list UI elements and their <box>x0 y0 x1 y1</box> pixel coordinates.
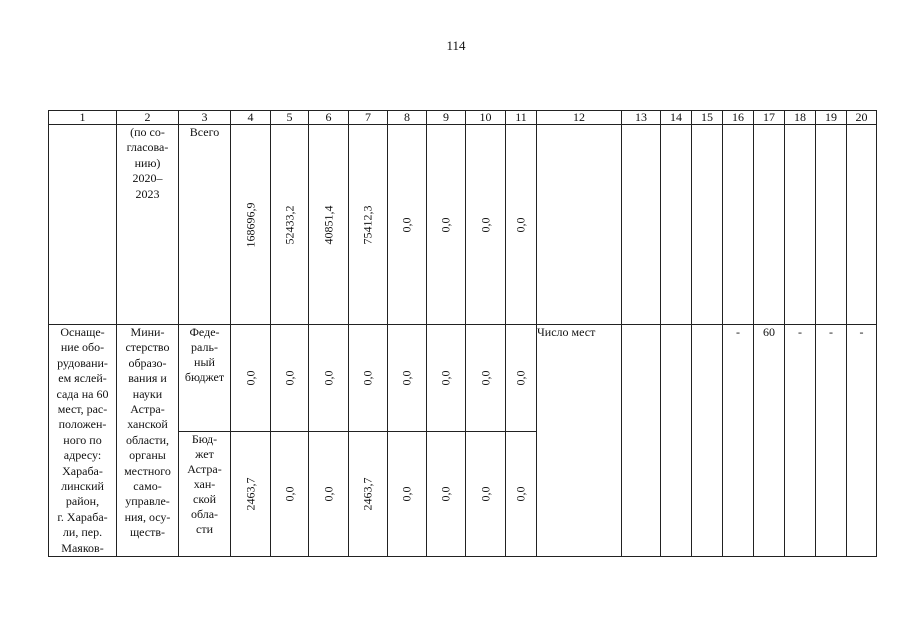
column-header: 2 <box>117 111 179 125</box>
event-name-cell: Оснаще- ние обо- рудовани- ем яслей- сада на 60 мест, рас- положен- ного по адресу: Хараба- линский район, г. Хараба- ли, пер. Маяков- <box>49 325 117 557</box>
column-header: 17 <box>754 111 785 125</box>
source-cell: Всего <box>179 125 231 325</box>
indicator-cell: Число мест <box>537 325 622 557</box>
plan-cell <box>816 125 847 325</box>
amount-value: 0,0 <box>282 486 296 502</box>
amount-cell <box>506 432 537 557</box>
amount-value: 0,0 <box>399 217 414 232</box>
amount-cell <box>427 125 466 325</box>
federal-row <box>49 325 877 432</box>
amount-cell <box>466 325 506 432</box>
amount-cell <box>231 125 271 325</box>
amount-value: 0,0 <box>399 370 414 386</box>
amount-value: 0,0 <box>513 217 528 232</box>
amount-cell <box>271 432 309 557</box>
plan-cell <box>622 125 661 325</box>
column-header: 1 <box>49 111 117 125</box>
amount-cell <box>271 125 309 325</box>
event-name-cell <box>49 125 117 325</box>
amount-value: 0,0 <box>321 486 335 502</box>
column-header: 6 <box>309 111 349 125</box>
amount-value: 2463,7 <box>360 477 375 511</box>
executor-cell: Мини- стерство образо- вания и науки Астра- ханской области, органы местного само- управле- ния, осу- ществ- <box>117 325 179 557</box>
amount-cell <box>427 432 466 557</box>
plan-cell: - <box>847 325 877 557</box>
column-header: 18 <box>785 111 816 125</box>
plan-cell <box>692 325 723 557</box>
column-header: 12 <box>537 111 622 125</box>
plan-cell <box>723 125 754 325</box>
column-header: 14 <box>661 111 692 125</box>
column-header: 13 <box>622 111 661 125</box>
column-header: 19 <box>816 111 847 125</box>
amount-value: 0,0 <box>399 486 414 502</box>
column-header: 16 <box>723 111 754 125</box>
column-header: 5 <box>271 111 309 125</box>
amount-value: 0,0 <box>478 486 492 502</box>
column-header: 11 <box>506 111 537 125</box>
amount-cell <box>466 432 506 557</box>
plan-cell: 60 <box>754 325 785 557</box>
amount-value: 0,0 <box>478 370 492 386</box>
amount-value: 0,0 <box>478 217 492 232</box>
amount-value: 0,0 <box>360 370 375 386</box>
amount-value: 0,0 <box>438 370 453 386</box>
amount-cell <box>349 125 388 325</box>
column-header: 3 <box>179 111 231 125</box>
amount-value: 0,0 <box>513 486 528 502</box>
amount-value: 0,0 <box>438 217 453 232</box>
indicator-cell <box>537 125 622 325</box>
amount-value: 0,0 <box>513 370 528 386</box>
amount-cell <box>309 432 349 557</box>
plan-cell <box>692 125 723 325</box>
plan-cell <box>622 325 661 557</box>
budget-table <box>48 110 877 557</box>
total-row <box>49 125 877 325</box>
amount-cell <box>466 125 506 325</box>
plan-cell: - <box>723 325 754 557</box>
amount-value: 0,0 <box>282 370 296 386</box>
amount-value: 75412,3 <box>360 205 375 244</box>
amount-cell <box>349 432 388 557</box>
amount-value: 168696,9 <box>243 202 257 247</box>
plan-cell: - <box>785 325 816 557</box>
amount-cell <box>388 325 427 432</box>
period-cell: (по со- гласова- нию) 2020– 2023 <box>117 125 179 325</box>
column-header: 9 <box>427 111 466 125</box>
column-header: 7 <box>349 111 388 125</box>
amount-cell <box>388 125 427 325</box>
column-header: 15 <box>692 111 723 125</box>
amount-value: 0,0 <box>438 486 453 502</box>
amount-cell <box>427 325 466 432</box>
amount-cell <box>309 325 349 432</box>
column-header: 20 <box>847 111 877 125</box>
amount-value: 40851,4 <box>321 205 335 244</box>
amount-value: 0,0 <box>243 370 257 386</box>
amount-cell <box>349 325 388 432</box>
plan-cell <box>847 125 877 325</box>
amount-cell <box>309 125 349 325</box>
amount-cell <box>506 325 537 432</box>
plan-cell <box>661 125 692 325</box>
amount-value: 2463,7 <box>243 477 257 511</box>
amount-cell <box>388 432 427 557</box>
amount-value: 0,0 <box>321 370 335 386</box>
column-header: 10 <box>466 111 506 125</box>
plan-cell <box>785 125 816 325</box>
plan-cell <box>661 325 692 557</box>
amount-value: 52433,2 <box>282 205 296 244</box>
amount-cell <box>231 325 271 432</box>
amount-cell <box>231 432 271 557</box>
amount-cell <box>271 325 309 432</box>
plan-cell <box>754 125 785 325</box>
plan-cell: - <box>816 325 847 557</box>
page-number: 114 <box>446 38 466 53</box>
header-row <box>49 111 877 125</box>
amount-cell <box>506 125 537 325</box>
column-header: 8 <box>388 111 427 125</box>
source-cell: Бюд- жет Астра- хан- ской обла- сти <box>179 432 231 557</box>
column-header: 4 <box>231 111 271 125</box>
source-cell: Феде- раль- ный бюджет <box>179 325 231 432</box>
